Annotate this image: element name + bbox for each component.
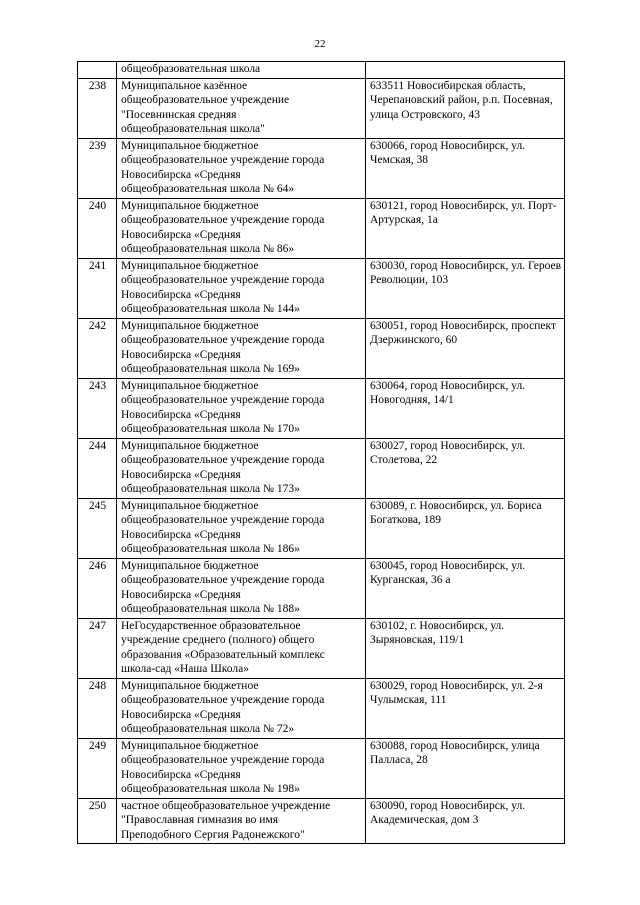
row-number-cell — [78, 62, 117, 79]
address-cell: 630090, город Новосибирск, ул. Академическая, дом 3 — [366, 798, 565, 844]
row-number-cell: 250 — [78, 798, 117, 844]
institution-name-cell: Муниципальное казённое общеобразовательное учреждение "Посевнинская средняя общеобразовательная школа" — [117, 78, 366, 138]
address-cell: 630121, город Новосибирск, ул. Порт- Артурская, 1а — [366, 198, 565, 258]
table-row — [78, 798, 565, 844]
row-number-cell: 239 — [78, 138, 117, 198]
table-row — [78, 738, 565, 798]
address-cell: 630088, город Новосибирск, улица Палласа, 28 — [366, 738, 565, 798]
table-row — [78, 558, 565, 618]
institution-name-cell: Муниципальное бюджетное общеобразовательное учреждение города Новосибирска «Средняя общеобразовательная школа № 188» — [117, 558, 366, 618]
table-row — [78, 318, 565, 378]
institution-name-cell: общеобразовательная школа — [117, 62, 366, 79]
table-row — [78, 618, 565, 678]
address-cell: 630029, город Новосибирск, ул. 2-я Чулымская, 111 — [366, 678, 565, 738]
address-cell: 633511 Новосибирская область, Черепановский район, р.п. Посевная, улица Островского, 43 — [366, 78, 565, 138]
table-row — [78, 378, 565, 438]
address-cell: 630102, г. Новосибирск, ул. Зыряновская, 119/1 — [366, 618, 565, 678]
table-row — [78, 498, 565, 558]
address-cell: 630066, город Новосибирск, ул. Чемская, 38 — [366, 138, 565, 198]
institution-name-cell: Муниципальное бюджетное общеобразовательное учреждение города Новосибирска «Средняя общеобразовательная школа № 86» — [117, 198, 366, 258]
institution-name-cell: Муниципальное бюджетное общеобразовательное учреждение города Новосибирска «Средняя общеобразовательная школа № 186» — [117, 498, 366, 558]
address-cell — [366, 62, 565, 79]
institution-name-cell: Муниципальное бюджетное общеобразовательное учреждение города Новосибирска «Средняя общеобразовательная школа № 144» — [117, 258, 366, 318]
address-cell: 630045, город Новосибирск, ул. Курганская, 36 а — [366, 558, 565, 618]
institution-name-cell: Муниципальное бюджетное общеобразовательное учреждение города Новосибирска «Средняя общеобразовательная школа № 198» — [117, 738, 366, 798]
row-number-cell: 240 — [78, 198, 117, 258]
institution-name-cell: Муниципальное бюджетное общеобразовательное учреждение города Новосибирска «Средняя общеобразовательная школа № 64» — [117, 138, 366, 198]
page-number: 22 — [314, 38, 326, 50]
table-row — [78, 198, 565, 258]
institution-name-cell: Муниципальное бюджетное общеобразовательное учреждение города Новосибирска «Средняя общеобразовательная школа № 72» — [117, 678, 366, 738]
institution-name-cell: Муниципальное бюджетное общеобразовательное учреждение города Новосибирска «Средняя общеобразовательная школа № 173» — [117, 438, 366, 498]
table-row — [78, 62, 565, 79]
address-cell: 630064, город Новосибирск, ул. Новогодняя, 14/1 — [366, 378, 565, 438]
registry-table-body — [78, 62, 565, 844]
row-number-cell: 249 — [78, 738, 117, 798]
institution-name-cell: Муниципальное бюджетное общеобразовательное учреждение города Новосибирска «Средняя общеобразовательная школа № 170» — [117, 378, 366, 438]
row-number-cell: 247 — [78, 618, 117, 678]
row-number-cell: 246 — [78, 558, 117, 618]
institution-name-cell: частное общеобразовательное учреждение "Православная гимназия во имя Преподобного Сергия Радонежского" — [117, 798, 366, 844]
institution-name-cell: НеГосударственное образовательное учреждение среднего (полного) общего образования «Образовательный комплекс школа-сад «Наша Школа» — [117, 618, 366, 678]
table-row — [78, 78, 565, 138]
address-cell: 630030, город Новосибирск, ул. Героев Революции, 103 — [366, 258, 565, 318]
table-row — [78, 438, 565, 498]
row-number-cell: 244 — [78, 438, 117, 498]
row-number-cell: 248 — [78, 678, 117, 738]
table-row — [78, 258, 565, 318]
row-number-cell: 243 — [78, 378, 117, 438]
address-cell: 630089, г. Новосибирск, ул. Бориса Богаткова, 189 — [366, 498, 565, 558]
row-number-cell: 238 — [78, 78, 117, 138]
institution-name-cell: Муниципальное бюджетное общеобразовательное учреждение города Новосибирска «Средняя общеобразовательная школа № 169» — [117, 318, 366, 378]
table-row — [78, 138, 565, 198]
table-row — [78, 678, 565, 738]
row-number-cell: 242 — [78, 318, 117, 378]
school-registry-table — [77, 61, 565, 844]
row-number-cell: 245 — [78, 498, 117, 558]
address-cell: 630051, город Новосибирск, проспект Дзержинского, 60 — [366, 318, 565, 378]
address-cell: 630027, город Новосибирск, ул. Столетова, 22 — [366, 438, 565, 498]
row-number-cell: 241 — [78, 258, 117, 318]
